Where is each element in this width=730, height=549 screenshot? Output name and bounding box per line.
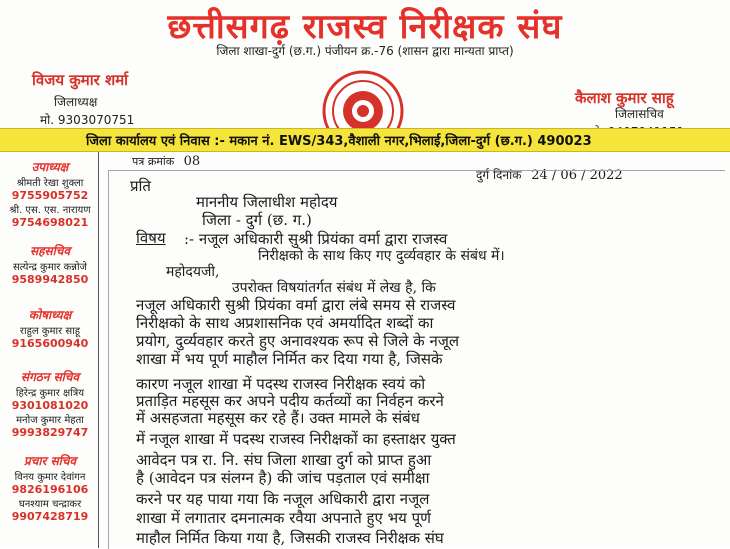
sidebar-phone: 9907428719 (11, 510, 89, 523)
sidebar-title: कोषाध्यक्ष (28, 308, 72, 322)
addressee-line-2: जिला - दुर्ग (छ. ग.) (202, 211, 312, 229)
sidebar-title: संगठन सचिव (20, 370, 80, 384)
sidebar-group-publicity-secretary (4, 452, 96, 523)
body-line: निरीक्षको के साथ अप्रशासनिक एवं अमर्यादित शब्दों का (136, 314, 434, 332)
sidebar-phone: 9755905752 (11, 189, 89, 202)
letterhead-subtitle: जिला शाखा-दुर्ग (छ.ग.) पंजीयन क्र.-76 (शासन द्वारा मान्यता प्राप्त) (216, 44, 514, 58)
sidebar-phone: 9754698021 (11, 216, 89, 229)
sidebar-line: मनोज कुमार मेहता (16, 415, 84, 426)
date-value: 24 / 06 / 2022 (531, 168, 623, 183)
sidebar-line: घनश्याम चन्द्राकर (18, 499, 82, 510)
body-line: कारण नजूल शाखा में पदस्थ राजस्व निरीक्षक स्वयं को (136, 375, 426, 393)
sidebar-group-organising-secretary (4, 368, 96, 439)
sidebar-phone: 9301081020 (11, 399, 89, 412)
office-bearers-sidebar (0, 152, 99, 548)
sidebar-group-treasurer (4, 306, 96, 350)
body-line: प्रताड़ित महसूस कर अपने पदीय कर्तव्यों का निर्वहन करने (136, 392, 444, 410)
sidebar-phone: 9165600940 (11, 337, 89, 350)
sidebar-line: विनय कुमार देवांगन (14, 472, 86, 483)
sidebar-line: श्रीमती रेखा शुक्ला (16, 178, 84, 189)
body-line: नजूल अधिकारी सुश्री प्रियंका वर्मा द्वारा लंबे समय से राजस्व (136, 296, 456, 314)
letterhead-title: छत्तीसगढ़ राजस्व निरीक्षक संघ (167, 7, 563, 47)
subject-line-2: निरीक्षको के साथ किए गए दुर्व्यवहार के संबंध में। (258, 248, 505, 264)
date-label: दुर्ग दिनांक (476, 168, 522, 182)
president-name: विजय कुमार शर्मा (32, 71, 129, 89)
body-line: शाखा में लगातार दमनात्मक रवैया अपनाते हुए भय पूर्ण (136, 509, 431, 527)
sidebar-group-vice-president (4, 158, 96, 229)
subject-label: विषय (136, 229, 166, 247)
reference-number (132, 154, 200, 169)
office-address: जिला कार्यालय एवं निवास :- मकान नं. EWS/343,वैशाली नगर,भिलाई,जिला-दुर्ग (छ.ग.) 490023 (86, 134, 592, 149)
body-line: उपरोक्त विषयांतर्गत संबंध में लेख है, कि (232, 280, 436, 296)
body-line: है (आवेदन पत्र संलग्न है) की जांच पड़ताल एवं समीक्षा (136, 469, 430, 487)
sidebar-phone: 9826196106 (11, 483, 89, 496)
sidebar-title: सहसचिव (30, 244, 70, 258)
body-line: करने पर यह पाया गया कि नजूल अधिकारी द्वारा नजूल (136, 490, 430, 508)
sidebar-title: प्रचार सचिव (23, 454, 77, 468)
sidebar-phone: 9993829747 (11, 426, 89, 439)
ref-label: पत्र क्रमांक (132, 155, 175, 168)
body-line: माहौल निर्मित किया गया है, जिसकी राजस्व निरीक्षक संघ (136, 529, 444, 547)
sidebar-group-joint-secretary (4, 242, 96, 286)
president-mobile: मो. 9303070751 (40, 113, 135, 127)
sidebar-line: श्री. एस. एस. नारायण (9, 205, 91, 216)
addressee-line-1: माननीय जिलाधीश महोदय (196, 193, 338, 211)
body-line: में नजूल शाखा में पदस्थ राजस्व निरीक्षकों का हस्ताक्षर युक्त (136, 430, 456, 448)
president-role: जिलाध्यक्ष (54, 95, 98, 109)
subject-line-1: :- नजूल अधिकारी सुश्री प्रियंका वर्मा द्वारा राजस्व (184, 230, 448, 248)
sidebar-phone: 9589942850 (11, 273, 89, 286)
sidebar-line: हिरेन्द्र कुमार क्षत्रिय (15, 388, 85, 399)
secretary-role: जिलासचिव (615, 107, 664, 121)
body-line: प्रयोग, दुर्व्यवहार करते हुए अनावश्यक रूप से जिले के नजूल (136, 332, 460, 350)
to-label: प्रति (130, 177, 151, 195)
sidebar-line: राहुल कुमार साहू (19, 326, 81, 337)
salutation: महोदयजी, (166, 264, 220, 280)
body-line: शाखा में भय पूर्ण माहौल निर्मित कर दिया गया है, जिसके (136, 350, 443, 368)
sidebar-title: उपाध्यक्ष (31, 160, 69, 174)
sidebar-line: सत्येन्द्र कुमार कन्नोजे (13, 262, 87, 273)
body-line: आवेदन पत्र रा. नि. संघ जिला शाखा दुर्ग को प्राप्त हुआ (136, 451, 432, 469)
secretary-name: कैलाश कुमार साहू (575, 89, 674, 107)
body-line: में असहजता महसूस कर रहे हैं। उक्त मामले के संबंध (136, 409, 420, 427)
ref-value: 08 (183, 154, 201, 169)
